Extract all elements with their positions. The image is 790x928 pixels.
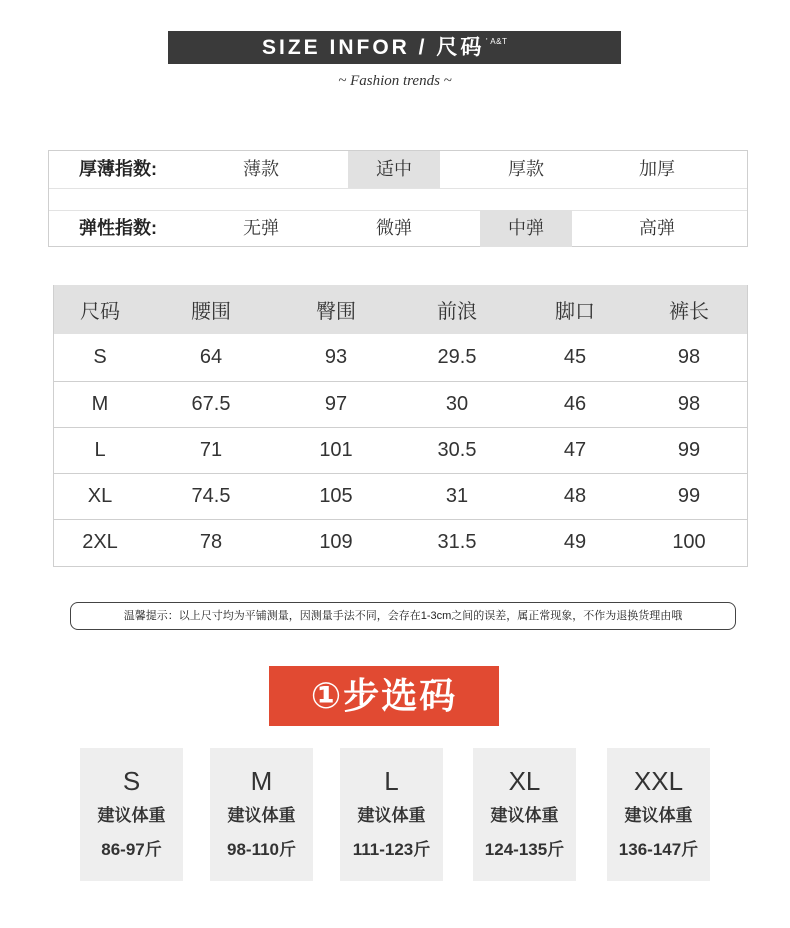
thickness-option: 加厚: [639, 159, 675, 179]
column-header: 臀围: [316, 301, 356, 323]
elasticity-option: 微弹: [376, 218, 412, 238]
table-cell: 98: [677, 393, 701, 415]
table-cell: XL: [87, 485, 113, 507]
table-cell: 97: [324, 393, 348, 415]
table-cell: 31.5: [437, 531, 477, 553]
card-weight-range: 136-147斤: [618, 840, 699, 859]
step-banner: ①步选码: [269, 666, 499, 726]
weight-card-xl: [473, 748, 576, 881]
elasticity-option-selected: 中弹: [480, 210, 572, 247]
elasticity-index-label: 弹性指数:: [79, 218, 157, 238]
column-header: 前浪: [437, 301, 477, 323]
table-cell: 98: [677, 345, 701, 368]
table-cell: 29.5: [437, 345, 477, 368]
column-header: 裤长: [669, 301, 709, 323]
table-cell: 30.5: [437, 439, 477, 461]
header-sup: ' A&T: [486, 37, 508, 46]
table-row: [54, 334, 747, 380]
table-cell: 74.5: [191, 485, 231, 507]
table-cell: M: [91, 393, 109, 415]
card-size: M: [250, 766, 273, 796]
elasticity-index-row: [49, 210, 747, 247]
thickness-index-row: [49, 151, 747, 188]
table-cell: 46: [563, 393, 587, 415]
thickness-option: 薄款: [243, 159, 279, 179]
table-cell: 99: [677, 485, 701, 507]
table-cell: 64: [199, 345, 223, 368]
card-size: XL: [508, 766, 541, 796]
table-cell: 71: [199, 439, 223, 461]
table-cell: 30: [445, 393, 469, 415]
card-weight-range: 124-135斤: [484, 840, 565, 859]
table-cell: 99: [677, 439, 701, 461]
table-cell: 67.5: [191, 393, 231, 415]
column-header: 脚口: [555, 301, 595, 323]
table-row: [54, 381, 747, 427]
card-label: 建议体重: [97, 806, 166, 825]
card-weight-range: 98-110斤: [227, 840, 296, 859]
column-header: 尺码: [80, 301, 120, 323]
table-cell: 48: [563, 485, 587, 507]
table-cell: 93: [324, 345, 348, 368]
table-cell: S: [93, 345, 107, 368]
header-subtitle: ~ Fashion trends ~: [338, 73, 452, 89]
table-cell: 101: [319, 439, 353, 461]
card-size: S: [122, 766, 141, 796]
size-table: [53, 285, 748, 567]
card-weight-range: 111-123斤: [352, 840, 431, 859]
weight-card-m: [210, 748, 313, 881]
table-cell: 105: [319, 485, 353, 507]
table-row: [54, 473, 747, 519]
card-label: 建议体重: [357, 806, 426, 825]
weight-card-xxl: [607, 748, 710, 881]
card-size: L: [384, 766, 399, 796]
table-cell: 78: [199, 531, 223, 553]
card-label: 建议体重: [490, 806, 559, 825]
table-cell: 47: [563, 439, 587, 461]
elasticity-option: 高弹: [639, 218, 675, 238]
measurement-tip: 温馨提示：以上尺寸均为平铺测量，因测量手法不同，会存在1-3cm之间的误差，属正常现象，不作为退换货理由哦: [70, 602, 736, 630]
card-weight-range: 86-97斤: [101, 840, 162, 859]
card-label: 建议体重: [624, 806, 693, 825]
index-box: [48, 150, 748, 247]
weight-card-s: [80, 748, 183, 881]
table-cell: 2XL: [82, 531, 118, 553]
table-header-row: [54, 285, 747, 334]
table-cell: 49: [563, 531, 587, 553]
table-cell: 109: [319, 531, 353, 553]
header-bar: [168, 31, 621, 64]
table-row: [54, 427, 747, 473]
card-label: 建议体重: [227, 806, 296, 825]
weight-card-l: [340, 748, 443, 881]
table-row: [54, 519, 747, 565]
divider: [49, 188, 747, 189]
header-title: SIZE INFOR / 尺码: [262, 36, 485, 59]
card-size: XXL: [633, 766, 684, 796]
elasticity-option: 无弹: [243, 218, 279, 238]
thickness-index-label: 厚薄指数:: [79, 159, 157, 179]
table-cell: 45: [563, 345, 587, 368]
thickness-option: 厚款: [508, 159, 544, 179]
table-cell: 100: [672, 531, 706, 553]
column-header: 腰围: [191, 301, 231, 323]
thickness-option-selected: 适中: [348, 151, 440, 188]
table-cell: L: [94, 439, 106, 461]
table-cell: 31: [445, 485, 469, 507]
